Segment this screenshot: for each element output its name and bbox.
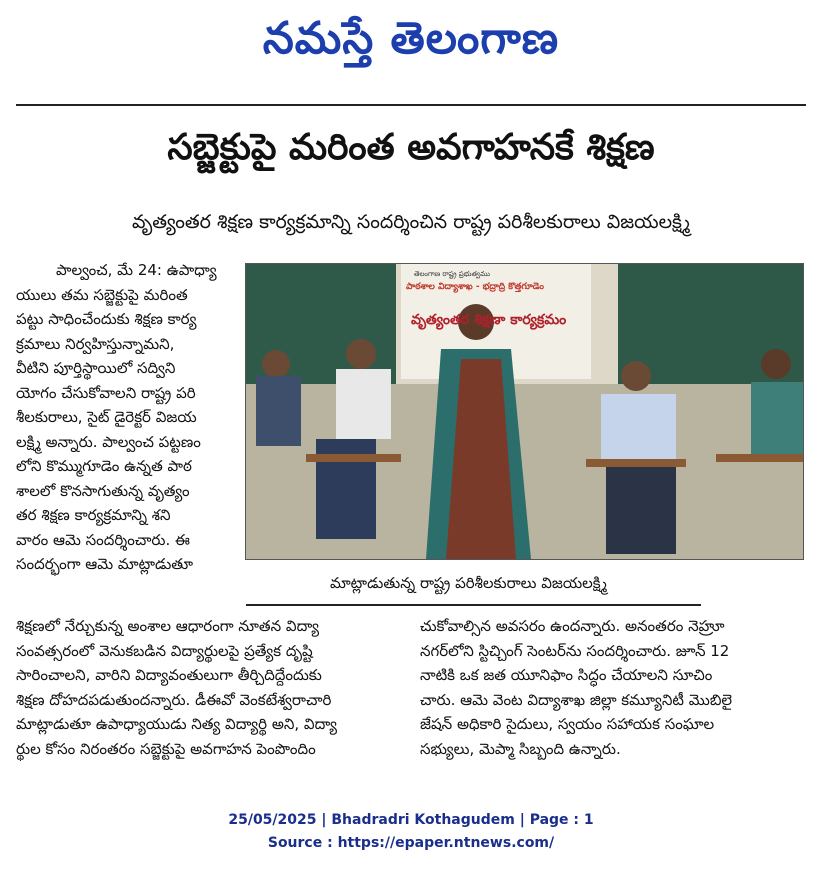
text-line: క్రమాలు నిర్వహిస్తున్నామని, xyxy=(16,334,175,353)
photo-banner-line: వృత్యంతర శిక్షణా కార్యక్రమం xyxy=(411,312,567,328)
text-line: యులు తమ సబ్జెక్టుపై మరింత xyxy=(16,285,188,304)
text-line: సారించాలని, వారిని విద్యావంతులుగా తీర్చిదిద్దేందుకు xyxy=(16,666,322,684)
article-headline: సబ్జెక్టుపై మరింత అవగాహనకే శిక్షణ xyxy=(167,127,655,168)
article-subheadline: వృత్యంతర శిక్షణ కార్యక్రమాన్ని సందర్శించిన రాష్ట్ర పరిశీలకురాలు విజయలక్ష్మి xyxy=(132,211,690,233)
text-line: వారం ఆమె సందర్శించారు. ఈ xyxy=(16,530,190,549)
text-line: యోగం చేసుకోవాలని రాష్ట్ర పరి xyxy=(16,383,196,402)
masthead-divider xyxy=(16,104,806,106)
text-line: నగర్‌లోని స్టిచ్చింగ్ సెంటర్‌ను సందర్శించారు. జూన్ 12 xyxy=(420,641,730,660)
text-line: జేషన్ అధికారి సైదులు, స్వయం సహాయక సంఘాల xyxy=(420,715,715,733)
article-bottom-left-column xyxy=(16,614,414,774)
masthead-title: నమస్తే తెలంగాణ xyxy=(262,13,560,64)
text-line: సందర్భంగా ఆమె మాట్లాడుతూ xyxy=(16,555,193,573)
text-line: చుకోవాల్సిన అవసరం ఉందన్నారు. అనంతరం నెహ్రూ xyxy=(420,617,725,635)
text-line: శిక్షణ దోహదపడుతుందన్నారు. డీఈవో వెంకటేశ్వరాచారి xyxy=(16,690,332,709)
text-line: లోని కొమ్ముగూడెం ఉన్నత పాఠ xyxy=(16,457,192,475)
photo-banner-line: పాఠశాల విద్యాశాఖ - భద్రాద్రి కొత్తగూడెం xyxy=(406,282,544,292)
classroom-photo xyxy=(246,264,803,559)
text-line: పట్టు సాధించేందుకు శిక్షణ కార్య xyxy=(16,310,197,328)
text-line: శాలలో కొనసాగుతున్న వృత్యం xyxy=(16,481,190,500)
text-line: శీలకురాలు, సైట్ డైరెక్టర్ విజయ xyxy=(16,408,197,426)
text-line: నాటికి ఒక జత యూనిఫాం సిద్ధం చేయాలని సూచిం xyxy=(420,666,713,684)
text-line: ర్థుల కోసం నిరంతరం సబ్జెక్టుపై అవగాహన పెంపొందిం xyxy=(16,739,316,758)
article-bottom-right-column xyxy=(420,614,806,774)
text-line: చారు. ఆమె వెంట విద్యాశాఖ జిల్లా కమ్యూనిటీ మొబిలై xyxy=(420,690,733,709)
photo-caption: మాట్లాడుతున్న రాష్ట్ర పరిశీలకురాలు విజయలక్ష్మి xyxy=(330,574,607,592)
footer-date-edition: 25/05/2025 | Bhadradri Kothagudem | Page : 1 xyxy=(228,812,594,828)
text-line: తర శిక్షణ కార్యక్రమాన్ని శని xyxy=(16,506,171,524)
text-line: శిక్షణలో నేర్చుకున్న అంశాల ఆధారంగా నూతన విద్యా xyxy=(16,617,320,635)
text-line: మాట్లాడుతూ ఉపాధ్యాయుడు నిత్య విద్యార్థి అని, విద్యా xyxy=(16,715,338,733)
text-line: సంవత్సరంలో వెనుకబడిన విద్యార్థులపై ప్రత్యేక దృష్టి xyxy=(16,641,313,660)
text-line: లక్ష్మి అన్నారు. పాల్వంచ పట్టణం xyxy=(16,432,201,451)
footer-source-link[interactable]: Source : https://epaper.ntnews.com/ xyxy=(267,835,555,851)
article-left-column xyxy=(16,258,236,608)
article-photo xyxy=(245,263,804,560)
text-line: వీటిని పూర్తిస్థాయిలో సద్విని xyxy=(16,359,176,377)
photo-banner-line: తెలంగాణ రాష్ట్ర ప్రభుత్వము xyxy=(414,270,490,278)
caption-divider xyxy=(246,604,701,606)
text-line: సభ్యులు, మెప్మా సిబ్బంది ఉన్నారు. xyxy=(420,739,621,758)
text-line: పాల్వంచ, మే 24: ఉపాధ్యా xyxy=(56,261,217,279)
